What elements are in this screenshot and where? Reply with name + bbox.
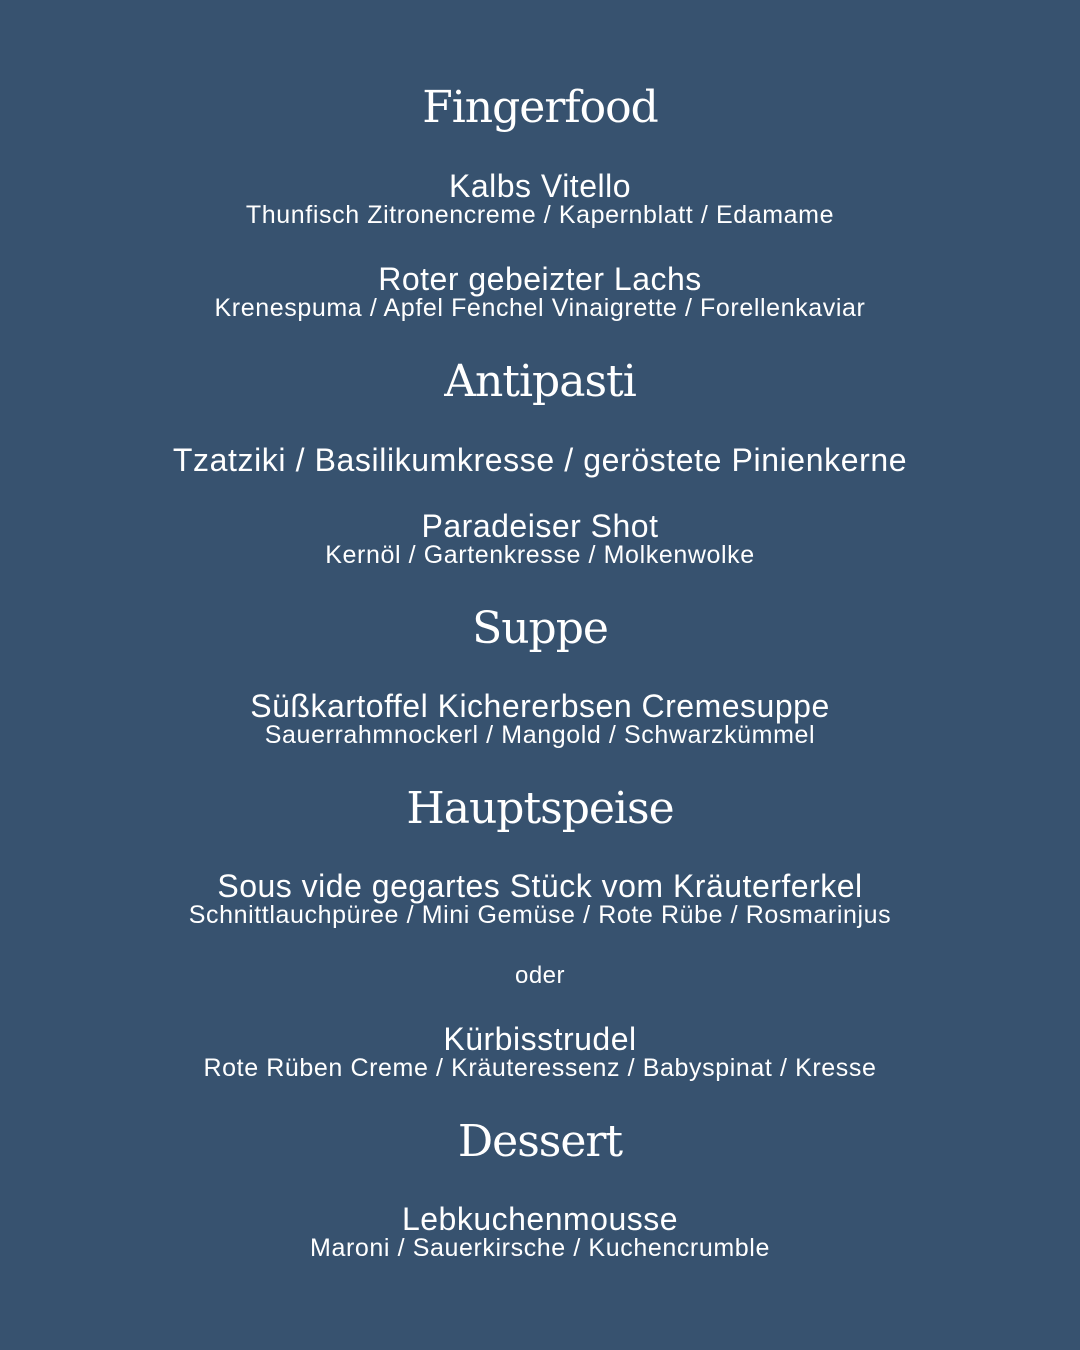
dish-title: Lebkuchenmousse <box>401 1201 679 1237</box>
section-title-suppe: Suppe <box>472 603 608 654</box>
dish-title: Kürbisstrudel <box>443 1021 637 1057</box>
dish-details: Schnittlauchpüree / Mini Gemüse / Rote Rübe / Rosmarinjus <box>188 901 892 929</box>
section-title-antipasti: Antipasti <box>444 356 636 407</box>
dish-details: Thunfisch Zitronencreme / Kapernblatt / Edamame <box>245 201 835 229</box>
section-title-fingerfood: Fingerfood <box>422 82 658 133</box>
dish-details: Krenespuma / Apfel Fenchel Vinaigrette / Forellenkaviar <box>214 294 866 322</box>
dish-title: Kalbs Vitello <box>448 168 631 204</box>
dish-title: Roter gebeizter Lachs <box>378 261 702 297</box>
dish-details: Maroni / Sauerkirsche / Kuchencrumble <box>310 1234 770 1262</box>
dish-title: Süßkartoffel Kichererbsen Cremesuppe <box>250 688 830 724</box>
dish-title: Paradeiser Shot <box>421 508 659 544</box>
section-title-dessert: Dessert <box>457 1116 623 1167</box>
section-title-hauptspeise: Hauptspeise <box>406 783 674 834</box>
dish-details: Kernöl / Gartenkresse / Molkenwolke <box>325 541 755 569</box>
dish-details: Rote Rüben Creme / Kräuteressenz / Babyspinat / Kresse <box>203 1054 877 1082</box>
or-separator: oder <box>514 962 566 989</box>
dish-details: Sauerrahmnockerl / Mangold / Schwarzkümmel <box>264 721 816 749</box>
dish-title: Tzatziki / Basilikumkresse / geröstete Pinienkerne <box>172 442 908 478</box>
dish-title: Sous vide gegartes Stück vom Kräuterferkel <box>217 868 863 904</box>
